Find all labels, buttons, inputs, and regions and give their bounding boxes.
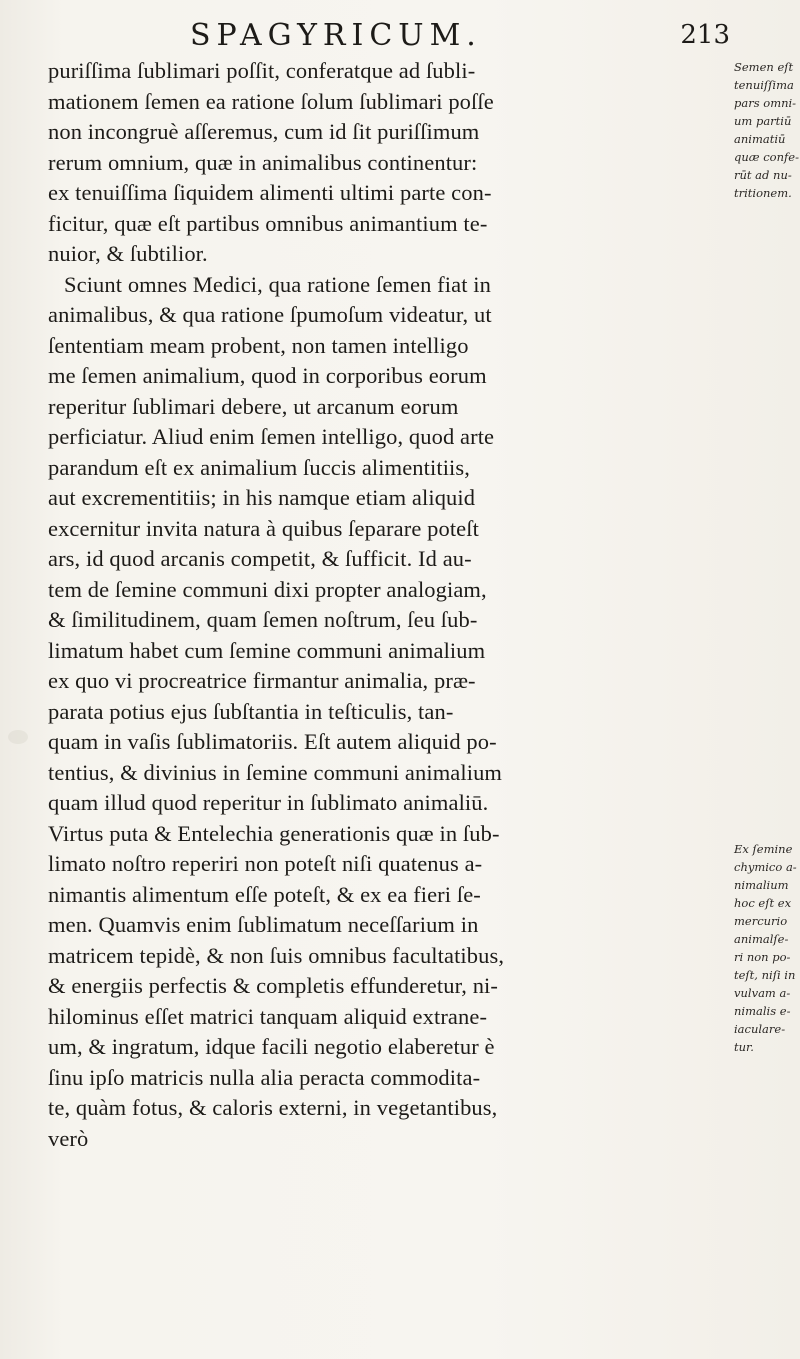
text-line: ex quo vi procreatrice firmantur animalia, præ-: [48, 668, 476, 693]
running-head: SPAGYRICUM.: [190, 18, 482, 53]
text-line: & ſimilitudinem, quam ſemen noſtrum, ſeu ſub-: [48, 607, 478, 632]
margin-note-line: nimalis e-: [734, 1004, 791, 1018]
text-line: me ſemen animalium, quod in corporibus eorum: [48, 363, 487, 388]
text-line: hilominus eſſet matrici tanquam aliquid extrane-: [48, 1003, 488, 1029]
text-line: men. Quamvis enim ſublimatum neceſſarium in: [48, 912, 479, 937]
margin-note-line: Semen eſt: [734, 60, 794, 74]
text-line: parata potius ejus ſubſtantia in teſticulis, tan-: [48, 698, 454, 724]
text-line: quam in vaſis ſublimatoriis. Eſt autem aliquid po-: [48, 729, 497, 754]
page-number: 213: [680, 20, 730, 50]
margin-note-line: Ex ſemine: [734, 842, 793, 856]
margin-note-line: iaculare-: [734, 1022, 786, 1036]
margin-note-line: chymico a-: [734, 860, 797, 874]
text-line: quam illud quod reperitur in ſublimato animaliū.: [48, 790, 489, 815]
text-line: reperitur ſublimari debere, ut arcanum eorum: [48, 393, 459, 419]
margin-note-line: animalſe-: [734, 932, 789, 946]
margin-note-line: animatiū: [734, 132, 786, 146]
margin-note-line: um partiū: [734, 114, 792, 128]
text-line: rerum omnium, quæ in animalibus continentur:: [48, 149, 478, 175]
text-line: & energiis perfectis & completis effunderetur, ni-: [48, 973, 499, 998]
margin-note-line: hoc eſt ex: [734, 896, 792, 910]
text-line: um, & ingratum, idque facili negotio elaberetur è: [48, 1034, 495, 1059]
text-line: verò: [48, 1125, 89, 1151]
margin-note-line: tritionem.: [734, 186, 792, 200]
page-header: [190, 18, 730, 54]
margin-note-line: pars omni-: [734, 96, 797, 110]
text-line: te, quàm fotus, & caloris externi, in vegetantibus,: [48, 1095, 498, 1120]
margin-note-line: rūt ad nu-: [734, 168, 792, 182]
margin-note-line: nimalium: [734, 878, 789, 892]
margin-note-line: ri non po-: [734, 950, 791, 964]
text-line: Sciunt omnes Medici, qua ratione ſemen fiat in: [64, 271, 491, 297]
text-line: parandum eſt ex animalium ſuccis alimentitiis,: [48, 454, 470, 480]
margin-note-line: vulvam a-: [734, 986, 791, 1000]
text-line: ars, id quod arcanis competit, & ſufficit. Id au-: [48, 546, 472, 571]
margin-note-line: quæ confe-: [734, 150, 799, 164]
text-line: limatum habet cum ſemine communi animalium: [48, 637, 486, 663]
text-line: matricem tepidè, & non ſuis omnibus facultatibus,: [48, 942, 505, 968]
margin-note-line: mercurio: [734, 914, 788, 928]
margin-note-line: teſt, niſi in: [734, 968, 796, 982]
text-line: mationem ſemen ea ratione ſolum ſublimari poſſe: [48, 88, 494, 114]
text-line: excernitur invita natura à quibus ſeparare poteſt: [48, 515, 479, 541]
margin-note-line: tur.: [734, 1040, 754, 1054]
text-line: perficiatur. Aliud enim ſemen intelligo, quod arte: [48, 424, 495, 449]
text-line: tem de ſemine communi dixi propter analogiam,: [48, 576, 487, 602]
margin-note-semen: [734, 58, 798, 202]
text-line: nuior, & ſubtilior.: [48, 241, 208, 266]
text-line: nimantis alimentum eſſe poteſt, & ex ea fieri ſe-: [48, 881, 481, 907]
paper-stain: [8, 730, 28, 744]
text-line: animalibus, & qua ratione ſpumoſum videatur, ut: [48, 302, 492, 327]
text-line: aut excrementitiis; in his namque etiam aliquid: [48, 485, 476, 510]
body-text: [48, 56, 720, 1154]
text-line: non incongruè aſſeremus, cum id ſit puriſſimum: [48, 119, 480, 144]
margin-note-ex-semine: [734, 840, 798, 1056]
text-line: tentius, & divinius in ſemine communi animalium: [48, 759, 503, 785]
text-line: ſinu ipſo matricis nulla alia peracta commodita-: [48, 1064, 481, 1090]
text-line: ex tenuiſſima ſiquidem alimenti ultimi parte con-: [48, 180, 492, 205]
margin-note-line: tenuiſſima: [734, 78, 794, 92]
text-line: Virtus puta & Entelechia generationis quæ in ſub-: [48, 820, 500, 846]
text-line: puriſſima ſublimari poſſit, conferatque ad ſubli-: [48, 58, 476, 83]
text-line: ſententiam meam probent, non tamen intelligo: [48, 332, 469, 358]
text-line: ficitur, quæ eſt partibus omnibus animantium te-: [48, 210, 488, 236]
text-line: limato noſtro reperiri non poteſt niſi quatenus a-: [48, 851, 483, 876]
